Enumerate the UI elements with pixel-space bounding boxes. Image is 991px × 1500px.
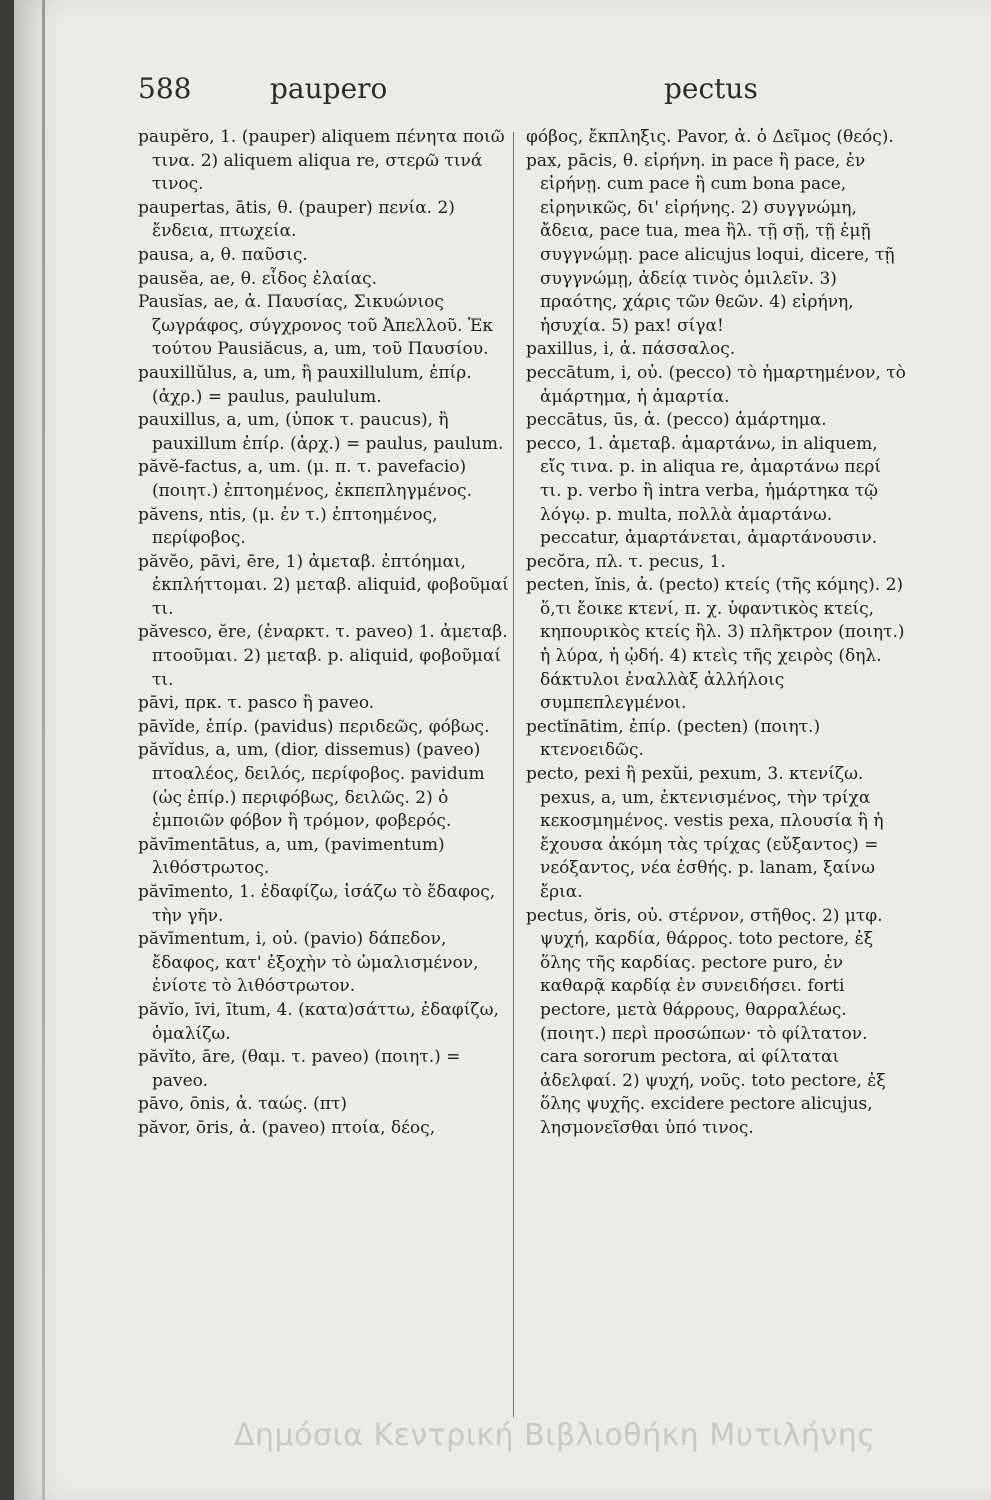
column-divider xyxy=(513,132,514,1417)
entry-pavio: păvĭo, īvi, ītum, 4. (κατα)σάττω, ἐδαφίζω, ὁμαλίζω. xyxy=(138,999,499,1044)
entry-pavimentum: păvīmentum, i, οὐ. (pavio) δάπεδον, ἔδαφος, κατ' ἐξοχὴν τὸ ὡμαλισμένον, ἐνίοτε τὸ λιθόστρωτον. xyxy=(138,929,479,997)
entry-pavesco: păvesco, ĕre, (ἐναρκτ. τ. paveo) 1. ἀμεταβ. πτοοῦμαι. 2) μεταβ. p. aliquid, φοβοῦμαί τι. xyxy=(138,622,508,690)
entry-pavor: păvor, ōris, ἀ. (paveo) πτοία, δέος, xyxy=(138,1117,436,1138)
entry-pecten: pecten, ĭnis, ἀ. (pecto) κτείς (τῆς κόμης). 2) ὅ,τι ἔοικε κτενί, π. χ. ὑφαντικὸς κτείς, κηπουρικὸς κτείς ἢλ. 3) πλῆκτρον (ποιητ.) ἡ λύρα, ἡ ᾠδή. 4) κτεὶς τῆς χειρὸς (δηλ. δάκτυλοι ἐναλλὰξ ἀλλήλοις συμπεπλεγμένοι. xyxy=(526,575,905,714)
entry-pax: pax, pācis, θ. εἰρήνη. in pace ἢ pace, ἐν εἰρήνῃ. cum pace ἢ cum bona pace, εἰρηνικῶς, δι' εἰρήνης. 2) συγγνώμη, ἄδεια, pace tua, mea ἢλ. τῇ σῇ, τῇ ἐμῇ συγγνώμῃ. pace alicujus loqui, dicere, τῇ συγγνώμῃ, ἀδείᾳ τινὸς ὁμιλεῖν. 3) πραότης, χάρις τῶν θεῶν. 4) εἰρήνη, ἡσυχία. 5) pax! σίγα! xyxy=(526,150,895,336)
entry-pavimento: păvīmento, 1. ἐδαφίζω, ἰσάζω τὸ ἔδαφος, τὴν γῆν. xyxy=(138,882,496,926)
entry-pavimentatus: păvīmentātus, a, um, (pavimentum) λιθόστρωτος. xyxy=(138,834,445,879)
entry-pausa: pausa, a, θ. παῦσις. xyxy=(138,244,308,265)
entry-pavito: păvĭto, āre, (θαμ. τ. paveo) (ποιητ.) = paveo. xyxy=(138,1047,461,1091)
entry-paxillus: paxillus, i, ἀ. πάσσαλος. xyxy=(526,339,736,360)
page-number: 588 xyxy=(138,72,192,105)
entry-pauxillulus: pauxillŭlus, a, um, ἢ pauxillulum, ἐπίρ. (ἀχρ.) = paulus, paululum. xyxy=(138,362,472,407)
entry-peccatus: peccātus, ūs, ἀ. (pecco) ἁμάρτημα. xyxy=(526,410,827,431)
entry-paveo: păvĕo, pāvi, ēre, 1) ἀμεταβ. ἐπτόημαι, ἐκπλήττομαι. 2) μεταβ. aliquid, φοβοῦμαί τι. xyxy=(138,551,509,619)
entry-pectus: pectus, ŏris, οὐ. στέρνον, στῆθος. 2) μτφ. ψυχή, καρδία, θάρρος. toto pectore, ἐξ ὅλης τῆς καρδίας. pectore puro, ἐν καθαρᾷ καρδίᾳ ἐν συνειδήσει. forti pectore, μετὰ θάρρους, θαρραλέως. (ποιητ.) περὶ προσώπων· τὸ φίλτατον. cara sororum pectora, αἱ φίλταται ἀδελφαί. 2) ψυχή, νοῦς. toto pectore, ἐξ ὅλης ψυχῆς. excidere pectore alicujus, λησμονεῖσθαι ὑπό τινος. xyxy=(526,905,886,1138)
entry-pecto: pecto, pexi ἢ pexŭi, pexum, 3. κτενίζω. pexus, a, um, ἐκτενισμένος, τὴν τρίχα κεκοσμημένος. vestis pexa, πλουσία ἢ ἡ ἔχουσα ἀκόμη τὰς τρίχας (εὔξαντος) = νεόξαντος, νέα ἐσθής. p. lanam, ξαίνω ἔρια. xyxy=(526,764,884,902)
entry-peccatum: peccātum, i, οὐ. (pecco) τὸ ἡμαρτημένον, τὸ ἁμάρτημα, ἡ ἁμαρτία. xyxy=(526,362,906,407)
entry-pecora: pecŏra, πλ. τ. pecus, 1. xyxy=(526,551,726,572)
entry-pavo: pāvo, ōnis, ἀ. ταώς. (πτ) xyxy=(138,1094,348,1115)
entry-pectinatim: pectĭnātim, ἐπίρ. (pecten) (ποιητ.) κτενοειδῶς. xyxy=(526,716,821,761)
header-last-word: pectus xyxy=(664,72,758,105)
entry-paupero: paupĕro, 1. (pauper) aliquem πένητα ποιῶ τινα. 2) aliquem aliqua re, στερῶ τινά τινος. xyxy=(138,127,505,195)
entry-pavi: pāvi, πρκ. τ. pasco ἢ paveo. xyxy=(138,693,375,714)
dictionary-page xyxy=(14,0,991,1500)
header-first-word: paupero xyxy=(270,72,388,105)
entry-pavor-continued: φόβος, ἔκπληξις. Pavor, ἀ. ὁ Δεῖμος (θεός). xyxy=(526,127,894,147)
entry-pecco: pecco, 1. ἀμεταβ. ἁμαρτάνω, in aliquem, εἴς τινα. p. in aliqua re, ἁμαρτάνω περί τι. p. verbo ἢ intra verba, ἡμάρτηκα τῷ λόγῳ. p. multa, πολλὰ ἁμαρτάνω. peccatur, ἁμαρτάνεται, ἁμαρτάνουσιν. xyxy=(526,433,882,549)
entry-pavens: păvens, ntis, (μ. ἐν τ.) ἐπτοημένος, περίφοβος. xyxy=(138,504,438,549)
entry-pavide: pāvĭde, ἐπίρ. (pavidus) περιδεῶς, φόβως. xyxy=(138,716,490,737)
entry-pausea: pausĕa, ae, θ. εἶδος ἐλαίας. xyxy=(138,268,378,289)
binding-edge xyxy=(42,0,45,1500)
entry-pauxillus: pauxillus, a, um, (ὑποκ τ. paucus), ἢ pauxillum ἐπίρ. (ἀρχ.) = paulus, paulum. xyxy=(138,410,504,454)
right-column xyxy=(526,126,906,1416)
entry-pavidus: păvĭdus, a, um, (dior, dissemus) (paveo) πτοαλέος, δειλός, περίφοβος. pavidum (ὡς ἐπίρ.) περιφόβως, δειλῶς. 2) ὁ ἐμποιῶν φόβον ἢ τρόμον, φοβερός. xyxy=(138,740,485,832)
left-column xyxy=(138,126,518,1416)
library-watermark: Δημόσια Κεντρική Βιβλιοθήκη Μυτιλήνης xyxy=(234,1418,876,1453)
entry-pavefactus: păvĕ-factus, a, um. (μ. π. τ. pavefacio) (ποιητ.) ἐπτοημένος, ἐκπεπληγμένος. xyxy=(138,457,472,501)
entry-pausias: Pausĭas, ae, ἀ. Παυσίας, Σικυώνιος ζωγράφος, σύγχρονος τοῦ Ἀπελλοῦ. Ἐκ τούτου Pausiăcus, a, um, τοῦ Παυσίου. xyxy=(138,292,493,360)
entry-paupertas: paupertas, ātis, θ. (pauper) πενία. 2) ἔνδεια, πτωχεία. xyxy=(138,197,455,242)
page-header xyxy=(14,72,991,116)
